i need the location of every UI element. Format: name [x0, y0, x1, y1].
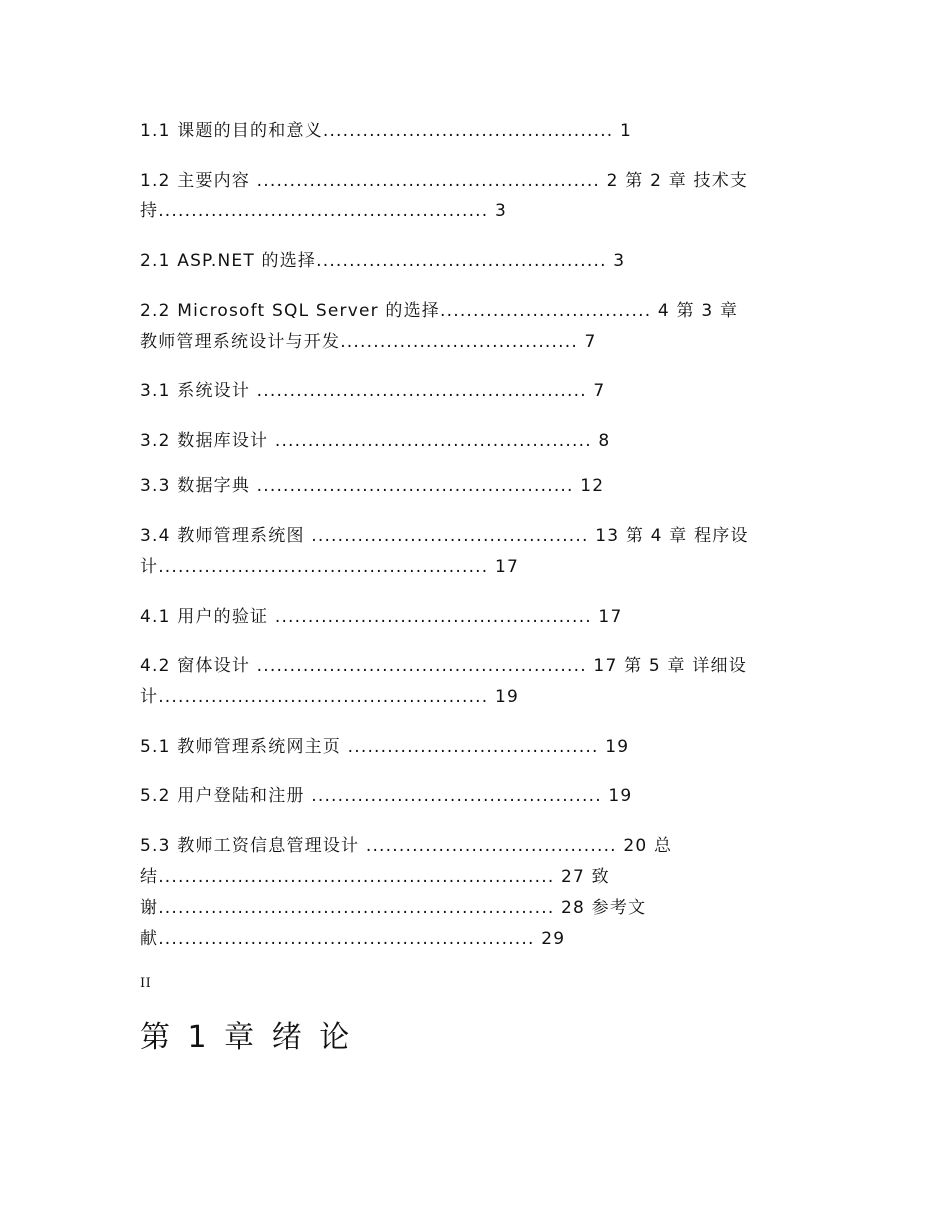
- toc-entry-references-cont[interactable]: 献......................................................... 29: [140, 929, 566, 949]
- toc-entry-chapter-2-cont[interactable]: 持.................................................. 3: [140, 201, 508, 221]
- toc-entry-thanks-cont[interactable]: 谢............................................................ 28 参考文: [140, 898, 647, 918]
- toc-entry-chapter-5-cont[interactable]: 计.................................................. 19: [140, 687, 520, 707]
- toc-entry-3-1[interactable]: 3.1 系统设计 .................................................. 7: [140, 381, 606, 401]
- toc-entry-2-2[interactable]: 2.2 Microsoft SQL Server 的选择................................ 4 第 3 章: [140, 301, 739, 321]
- toc-entry-summary-cont[interactable]: 结............................................................ 27 致: [140, 867, 610, 887]
- toc-entry-2-1[interactable]: 2.1 ASP.NET 的选择............................................ 3: [140, 251, 626, 271]
- toc-entry-1-2[interactable]: 1.2 主要内容 .................................................... 2 第 2 章 技术支: [140, 171, 749, 191]
- toc-entry-1-1[interactable]: 1.1 课题的目的和意义............................................ 1: [140, 121, 633, 141]
- toc-entry-4-1[interactable]: 4.1 用户的验证 ................................................ 17: [140, 607, 623, 627]
- toc-entry-3-2[interactable]: 3.2 数据库设计 ................................................ 8: [140, 431, 611, 451]
- toc-entry-3-3[interactable]: 3.3 数据字典 ................................................ 12: [140, 476, 605, 496]
- toc-entry-5-1[interactable]: 5.1 教师管理系统网主页 ...................................... 19: [140, 737, 630, 757]
- toc-entry-chapter-4-cont[interactable]: 计.................................................. 17: [140, 557, 520, 577]
- chapter-heading: 第 1 章 绪 论: [140, 1020, 354, 1055]
- toc-entry-5-2[interactable]: 5.2 用户登陆和注册 ............................................ 19: [140, 786, 633, 806]
- toc-entry-3-4[interactable]: 3.4 教师管理系统图 .......................................... 13 第 4 章 程序设: [140, 526, 749, 546]
- toc-entry-4-2[interactable]: 4.2 窗体设计 .................................................. 17 第 5 章 详细设: [140, 656, 747, 676]
- page-number: II: [140, 976, 152, 991]
- toc-entry-5-3[interactable]: 5.3 教师工资信息管理设计 ...................................... 20 总: [140, 836, 673, 856]
- toc-entry-chapter-3-cont[interactable]: 教师管理系统设计与开发.................................... 7: [140, 332, 597, 352]
